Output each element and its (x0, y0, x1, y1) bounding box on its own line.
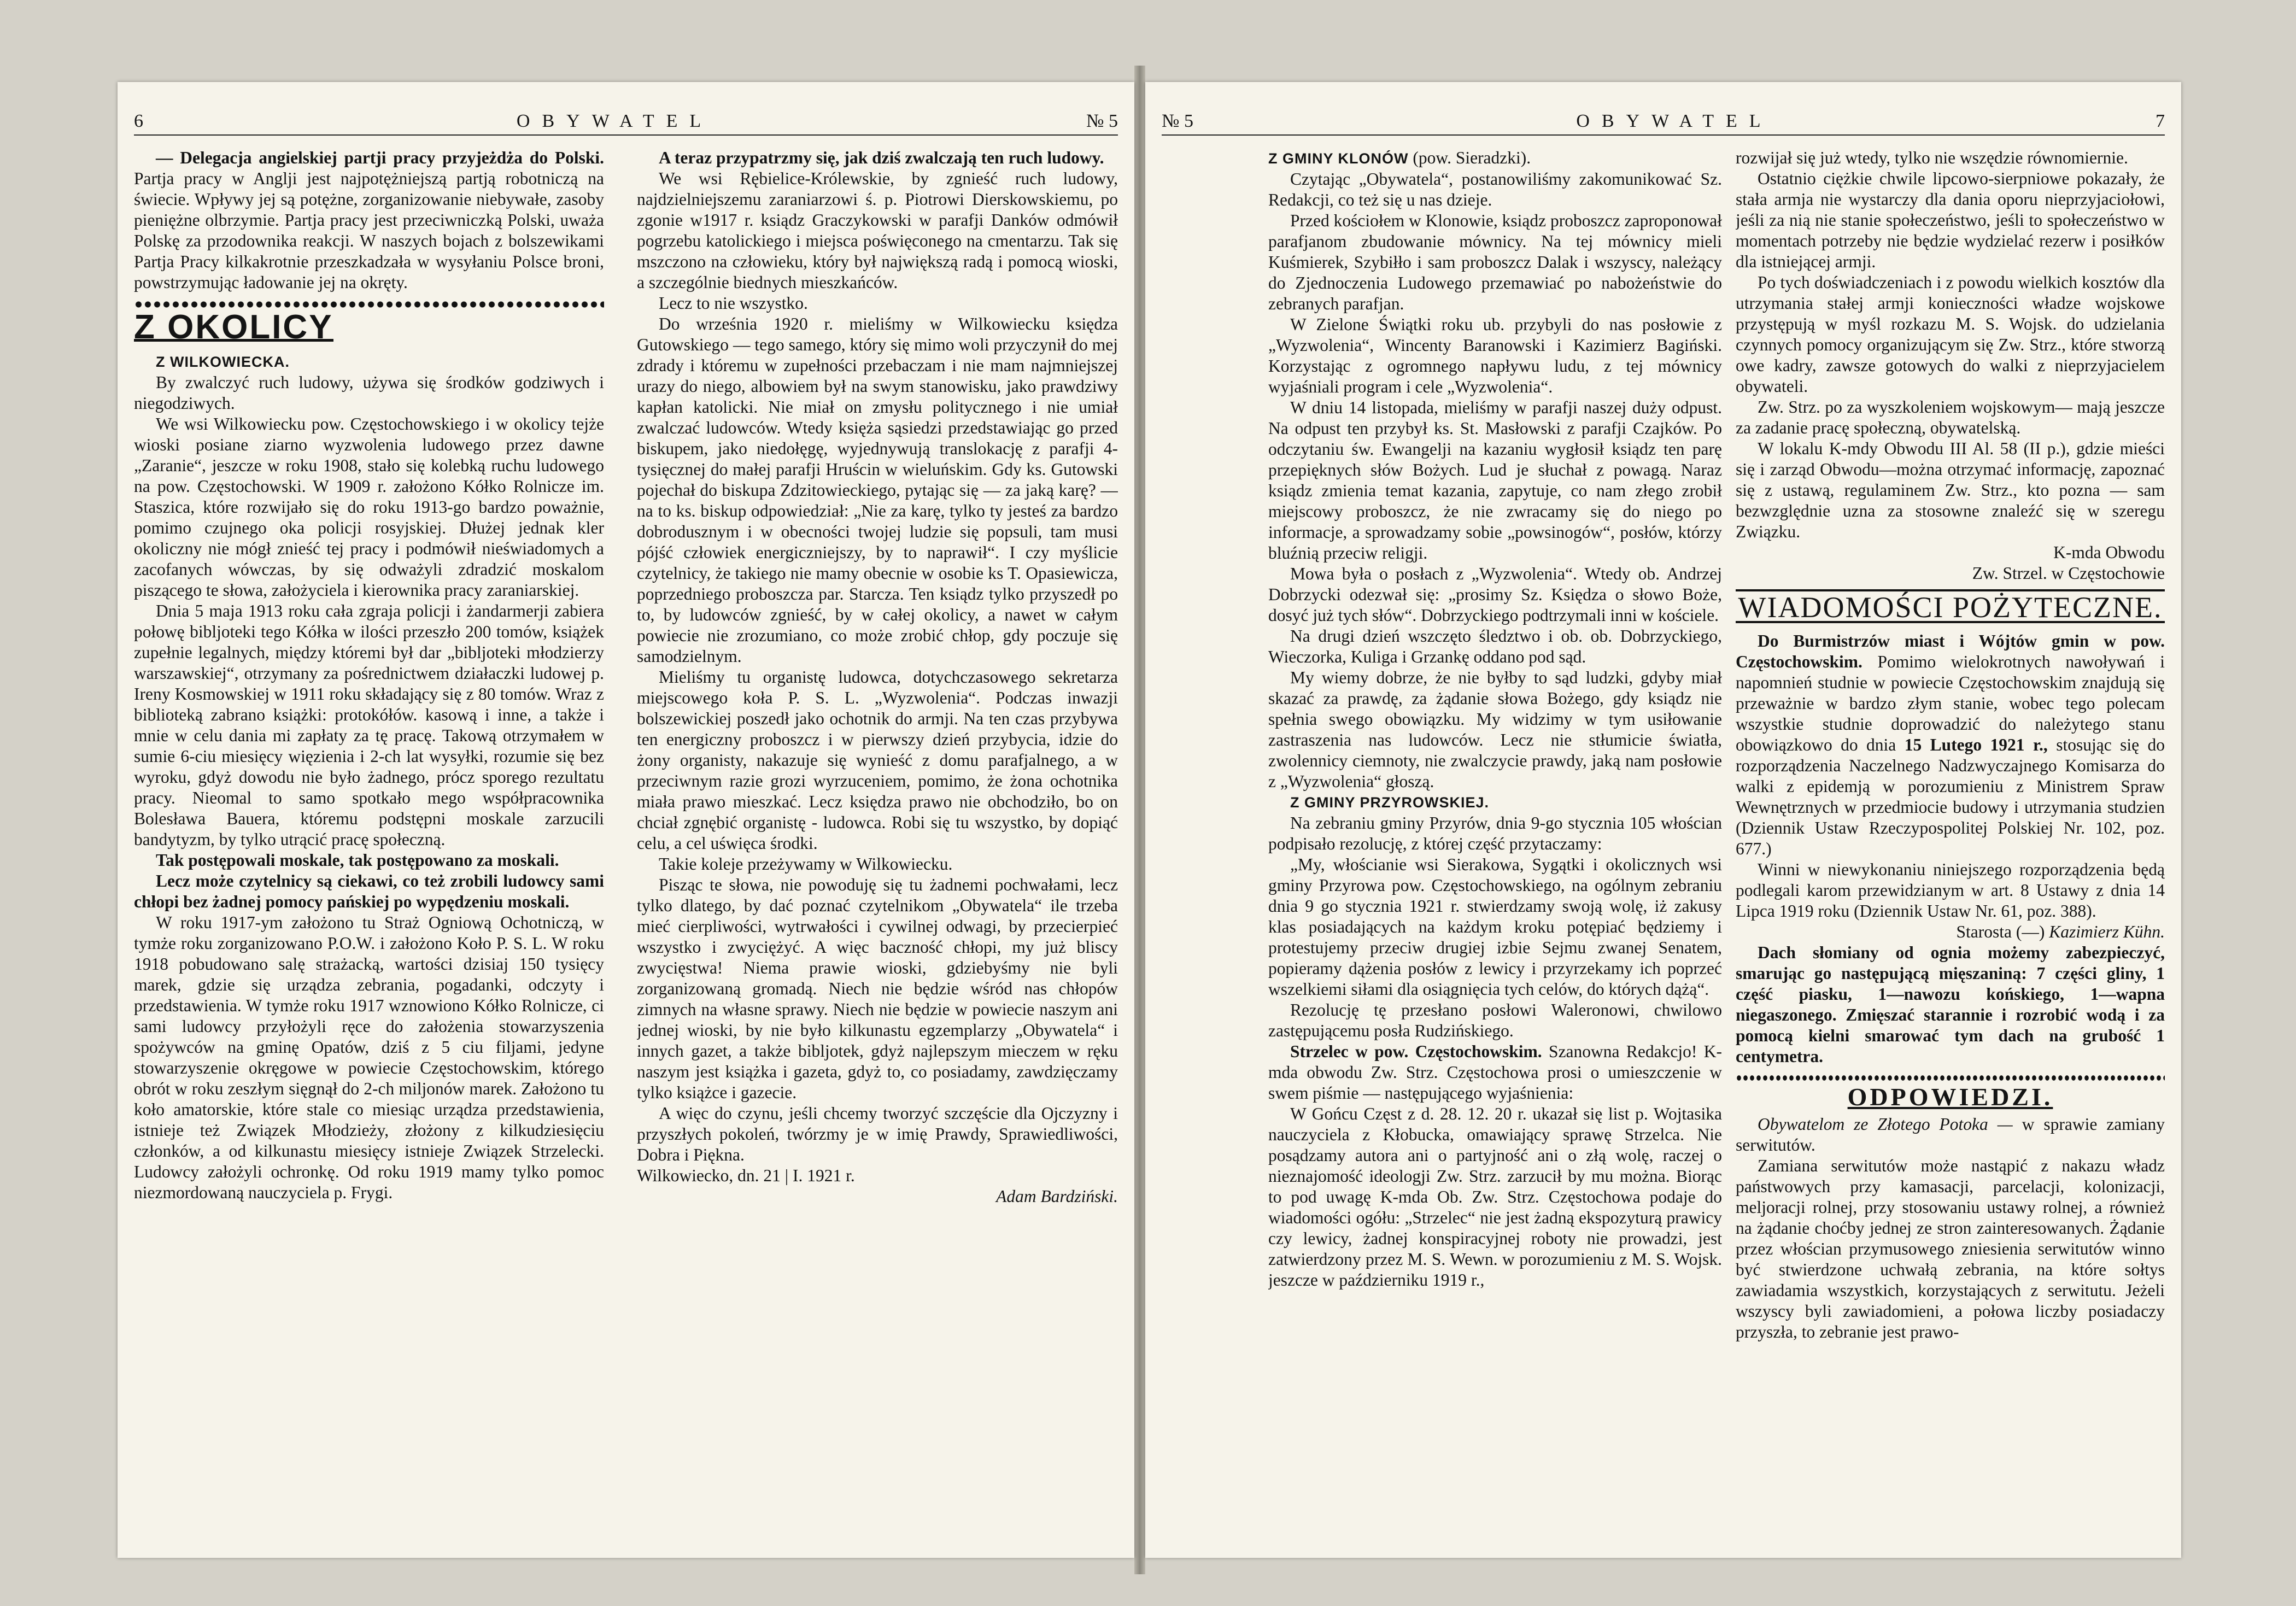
paragraph: Tak postępowali moskale, tak postępowano za moskali. (156, 851, 559, 870)
right-page (1145, 82, 2181, 1558)
paragraph: „My, włościanie wsi Sierakowa, Sygątki i okolicznych wsi gminy Przyrowa pow. Częstochowskiego, na ogólnym zebraniu dnia 9 go stycznia 1921 r. stwierdzamy swoją wolę, iż zakusy klas posiadających na każdym kroku potępiać będziemy i protestujemy przeciw drugiej izbie Sejmu zwanej Senatem, popieramy dążenia posłów z lewicy i przyrzekamy ich poprzeć wszelkiemi siłami dla osiągnięcia tych celów, do których dążą“. (1268, 855, 1722, 999)
subheading-gmina-klonow: Z GMINY KLONÓW (pow. Sieradzki). (1268, 148, 1531, 167)
paragraph: Mowa była o posłach z „Wyzwolenia“. Wtedy ob. Andrzej Dobrzycki odezwał się: „prosimy Sz. Księdza o słowo Boże, dosyć już tych słów“. Dobrzyckiego podtrzymali inni w kościele. (1268, 564, 1722, 625)
right-issue-number: № 5 (1162, 111, 1193, 131)
right-masthead-title: OBYWATEL (1576, 111, 1773, 131)
paragraph: By zwalczyć ruch ludowy, używa się środków godziwych i niegodziwych. (134, 373, 604, 413)
decorative-divider (1736, 1075, 2165, 1081)
paragraph: My wiemy dobrze, że nie byłby to sąd ludzki, gdyby miał skazać za prawdę, za żądanie słowa Bożego, gdy ksiądz nie spełnia swego obowiązku. My widzimy w tym usiłowanie zastraszenia nas ludowców. Lecz nie stłumicie światła, zwolennicy ciemnoty, nie zwalczycie prawdy, jaką nam posłowie z „Wyzwolenia“ głoszą. (1268, 668, 1722, 791)
paragraph: rozwijał się już wtedy, tylko nie wszędzie równomiernie. (1736, 148, 2128, 167)
dateline: Wilkowiecko, dn. 21 | I. 1921 r. (637, 1166, 855, 1185)
subheading-wilkowiecko: Z WILKOWIECKA. (156, 354, 290, 370)
left-masthead-title: OBYWATEL (516, 111, 713, 131)
paragraph: Winni w niewykonaniu niniejszego rozporządzenia będą podlegali karom przewidzianym w art. 8 Ustawy z dnia 14 Lipca 1919 roku (Dziennik Ustaw Nr. 61, poz. 388). (1736, 860, 2165, 921)
book-gutter (1134, 66, 1145, 1574)
left-issue-number: № 5 (1086, 111, 1118, 131)
paragraph: W Zielone Świątki roku ub. przybyli do nas posłowie z „Wyzwolenia“, Wincenty Baranowski i Kazimierz Bagiński. Korzystając z ogromnego napływu ludu, z tej mównicy wyjaśniali program i cele „Wyzwolenia“. (1268, 315, 1722, 396)
article-strzelec: Strzelec w pow. Częstochowskim. Szanowna Redakcjo! K-mda obwodu Zw. Strz. Częstochowa prosi o umieszczenie w swem piśmie — następującego wyjaśnienia: (1268, 1042, 1722, 1103)
dotted-divider (134, 301, 604, 308)
right-page-number: 7 (2156, 111, 2165, 131)
left-page-number: 6 (134, 111, 143, 131)
paragraph: Do września 1920 r. mieliśmy w Wilkowiecku księdza Gutowskiego — tego samego, który się mimo woli przyczynił do mej zdrady i któremu w zupełności przebaczam i nie mam najmniejszej urazy do niego, albowiem był na swym stanowisku, jako prawdziwy kapłan katolicki. Nie miał on zmysłu politycznego i nie umiał zwalczać ludowców. Wtedy księża sąsiedzi przedstawiając go przed biskupem, jako niedołęgę, wyjednywują translokację z parafji 4-tysięcznej do małej parafji Hruścin w wieluńskim. Gdy ks. Gutowski pojechał do biskupa Zdzitowieckiego, pytając się — za jaką karę? — na to ks. biskup odpowiedział: „Nie za karę, tylko ty jesteś za bardzo dobrodusznym i w obecności twojej ludzie się popsuli, tam musi pójść człowiek energiczniejszy, by to naprawił“. I czy myślicie czytelnicy, że takiego nie mamy obecnie w osobie ks T. Opasiewicza, poprzedniego proboszcza par. Starcza. Ten ksiądz tylko przyszedł po to, by ludowców zgnieść, by w całej okolicy, a nawet w całym powiecie nie zrozumiano, co może zrobić chłop, gdy poczuje się samodzielnym. (637, 314, 1118, 666)
paragraph: Takie koleje przeżywamy w Wilkowiecku. (659, 854, 953, 874)
paragraph: A więc do czynu, jeśli chcemy tworzyć szczęście dla Ojczyzny i przyszłych pokoleń, twórzmy je w imię Prawdy, Sprawiedliwości, Dobra i Piękna. (637, 1104, 1118, 1164)
article-delegation: — Delegacja angielskiej partji pracy przyjeżdża do Polski. Partja pracy w Anglji jest najpotężniejszą partją robotniczą na świecie. Wpływy jej są potężne, zorganizowanie niebywałe, zasoby pieniężne olbrzymie. Partja pracy jest przeciwniczką Polski, uważa Polskę za przodownika reakcji. W naszych bojach z bolszewikami Partja Pracy kilkakrotnie przeszkadzała w wysyłaniu Polsce broni, powstrzymując ładowanie jej na okręty. (134, 148, 604, 292)
paragraph: W roku 1917-ym założono tu Straż Ogniową Ochotniczą, w tymże roku zorganizowano P.O.W. i założono Koło P. S. L. W roku 1918 pobudowano salę strażacką, wartości dzisiaj 150 tysięcy marek, gdzie się urządza zebrania, pogadanki, odczyty i przedstawienia. W tymże roku 1917 wznowiono Kółko Rolnicze, ci sami ludowcy przyłożyli ręce do założenia stowarzyszenia spożywców na gminę Opatów, dziś z 5 ciu filjami, jedyne stowarzyszenie okręgowe w powiecie Częstochowskim, którego obrót w roku zeszłym sięgnął do 2-ch miljonów marek. Założono tu koło amatorskie, które stale co miesiąc urządza przedstawienia, istnieje też Związek Młodzieży, złożony z kilkudziesięciu członków, a od kilkunastu miesięcy istnieje Związek Strzelecki. Ludowcy założyli ochronkę. Od roku 1919 mamy tylko pomoc niezmordowaną nauczyciela p. Frygi. (134, 913, 604, 1202)
paragraph: Dnia 5 maja 1913 roku cała zgraja policji i żandarmerji zabiera połowę bibljoteki tego Kółka w ilości przeszło 200 tomów, książek zupełnie legalnych, między któremi był dar „bibljoteki młodzierzy warszawskiej“, otrzymany za pośrednictwem działaczki ludowej p. Ireny Kosmowskiej w 1911 roku składający się z 80 tomów. Wraz z biblioteką zabrano książki: protokółów. kasową i inne, a także i mnie w celu dania mi zapłaty za tę pracę. Takową otrzymałem w sumie 6-ciu miesięcy więzienia i 2-ch lat wysyłki, rozumie się bez wyroku, gdyż dowodu nie było żadnego, prócz sporego rezultatu pracy. Nieomal to samo spotkało mego współpracownika Bolesława Bauera, któremu podstępni moskale zarzucili bandytyzm, by tylko utrącić pracę społeczną. (134, 601, 604, 849)
right-column-2 (1736, 148, 2165, 1541)
paragraph: Mieliśmy tu organistę ludowca, dotychczasowego sekretarza miejscowego koła P. S. L. „Wyzwolenia“. Podczas inwazji bolszewickiej poszedł jako ochotnik do armji. Na ten czas przybywa ten energiczny proboszcz i w pierwszy dzień przybycia, idzie do żony organisty, nakazuje się wynieść z domu parafjalnego, a w przeciwnym razie grozi wyrzuceniem, pomimo, że żona ochotnika miała prawo mieszkać. Lecz księdza prawo nie obchodziło, bo on chciał zgnębić organistę - ludowca. Robi się tu wszystko, by dopiąć celu, a cel uświęca środki. (637, 667, 1118, 853)
left-running-header (134, 108, 1118, 136)
paragraph: Zw. Strz. po za wyszkoleniem wojskowym— mają jeszcze za zadanie pracę społeczną, obywatelską. (1736, 397, 2165, 437)
article-studnie: Do Burmistrzów miast i Wójtów gmin w pow. Częstochowskim. Pomimo wielokrotnych nawoływań i napomnień studnie w powiecie Częstochowskim znajdują się przeważnie w bardzo złym stanie, wobec tego polecam wszystkie studnie doprowadzić do należytego stanu obowiązkowo do dnia 15 Lutego 1921 r., stosując się do rozporządzenia Naczelnego Nadzwyczajnego Komisarza do walki z epidemją w porozumieniu z Ministrem Spraw Wewnętrznych w przedmiocie budowy i utrzymania studzien (Dziennik Ustaw Rzeczypospolitej Polskiej Nr. 102, poz. 677.) (1736, 631, 2165, 858)
left-column-2 (637, 148, 1118, 1541)
paragraph-dach: Dach słomiany od ognia możemy zabezpieczyć, smarując go następującą mięszaniną: 7 części gliny, 1 część piasku, 1—nawozu końskiego, 1—wapna niegaszonego. Zmięszać starannie i rozrobić wodą i za pomocą kielni smarować tym dach na grubość 1 centymetra. (1736, 943, 2165, 1066)
paragraph: Na zebraniu gminy Przyrów, dnia 9-go stycznia 105 włościan podpisało rezolucję, z której część przytaczamy: (1268, 813, 1722, 853)
paragraph: W dniu 14 listopada, mieliśmy w parafji naszej duży odpust. Na odpust ten przybył ks. St. Masłowski z parafji Czajków. Po odczytaniu św. Ewangelji na kazaniu wygłosił ksiądz ten parę przepięknych słów Bożych. Lud je słuchał z powagą. Naraz ksiądz zmienia temat kazania, zapytuje, co nam złego zrobił miejscowy proboszcz, że nie zwracamy się do niego po informacje, a sprowadzamy sobie „powsinogów“, posłów, którzy bluźnią przeciw religji. (1268, 398, 1722, 562)
left-column-1 (134, 148, 604, 1541)
right-column-1 (1268, 148, 1722, 1541)
paragraph: We wsi Wilkowiecku pow. Częstochowskiego i w okolicy tejże wioski posiane ziarno wyzwolenia ludowego przez dawne „Zaranie“, jeszcze w roku 1908, stało się kolebką ruchu ludowego na pow. Częstochowski. W 1909 r. założono Kółko Rolnicze im. Staszica, które rozwijało się do roku 1913-go bardzo poważnie, pomimo czujnego oka policji rosyjskiej. Dłużej jednak kler okoliczny nie mógł znieść tej pracy i podmówił nieświadomych a zacofanych wówczas, by się odważyli zdradzić moskalom piszącego te słowa, założyciela i kierownika pracy zaraniarskiej. (134, 414, 604, 600)
paragraph: Ostatnio ciężkie chwile lipcowo-sierpniowe pokazały, że stała armja nie wystarczy dla dania oporu nieprzyjaciołowi, jeśli za nią nie stanie społeczeństwo, jeśli to społeczeństwo w momentach potrzeby nie będzie wydzielać rezerw i posiłków dla istniejącej armji. (1736, 169, 2165, 271)
paragraph: Na drugi dzień wszczęto śledztwo i ob. ob. Dobrzyckiego, Wieczorka, Kuliga i Grzankę oddano pod sąd. (1268, 626, 1722, 666)
signature-kmda: K-mda Obwodu (2053, 543, 2165, 562)
subheading-gmina-przyrowska: Z GMINY PRZYROWSKIEJ. (1290, 794, 1490, 811)
paragraph: Czytając „Obywatela“, postanowiliśmy zakomunikować Sz. Redakcji, co też się u nas dzieje. (1268, 169, 1722, 209)
left-page (118, 82, 1134, 1558)
author-signature: Adam Bardziński. (996, 1187, 1118, 1206)
paragraph: Po tych doświadczeniach i z powodu wielkich kosztów dla utrzymania stałej armji konieczności władze wojskowe przystępują w myśl rozkazu M. S. Wojsk. do udzielania czynnych pomocy organizującym się Zw. Strz., które stworzą owe kadry, zawsze gotowych do walki z nieprzyjacielem obywateli. (1736, 273, 2165, 396)
section-title-z-okolicy: Z OKOLICY (134, 308, 333, 346)
signature-starosta: Starosta (—) Kazimierz Kühn. (1956, 922, 2165, 941)
paragraph: Lecz to nie wszystko. (659, 294, 808, 313)
signature-zw-strzel: Zw. Strzel. w Częstochowie (1972, 564, 2165, 583)
section-title-wiadomosci: WIADOMOŚCI POŻYTECZNE. (1736, 589, 2165, 623)
paragraph: W lokalu K-mdy Obwodu III Al. 58 (II p.), gdzie mieści się i zarząd Obwodu—można otrzymać informację, zapoznać się z ustawą, regulaminem Zw. Strz., kto pozna — sam bezwzględnie uzna za stosowne znaleźć się w szeregu Związku. (1736, 439, 2165, 541)
paragraph: Rezolucję tę przesłano posłowi Waleronowi, chwilowo zastępującemu posła Rudzińskiego. (1268, 1000, 1722, 1040)
section-title-odpowiedzi: ODPOWIEDZI. (1847, 1083, 2053, 1111)
paragraph: Pisząc te słowa, nie powoduję się tu żadnemi pochwałami, lecz tylko dlatego, by dać poznać czytelnikom „Obywatela“ ile trzeba mieć cierpliwości, wytrwałości i cywilnej odwagi, by przecierpieć wszystko i zwyciężyć. A więc baczność chłopi, my już bliscy zwycięstwa! Niema prawie wioski, gdziebyśmy nie byli zorganizowaną gromadą. Niech nie będzie wśród nas chłopów zimnych na własne sprawy. Niech nie będzie w powiecie naszym ani jednej wioski, by nie było kilkunastu egzemplarzy „Obywatela“ i innych gazet, a także bibljotek, gdyż najlepszym mieczem w ręku naszym jest książka i gazeta, gdyż to, co posiadamy, zawdzięczamy tylko książce i gazecie. (637, 875, 1118, 1102)
right-running-header (1162, 108, 2165, 136)
paragraph: We wsi Rębielice-Królewskie, by zgnieść ruch ludowy, najdzielniejszemu zaraniarzowi ś. p. Piotrowi Dierskowskiemu, po zgonie w1917 r. ksiądz Graczykowski w parafji Danków odmówił pogrzebu katolickiego i miejsca poświęconego na cmentarzu. Tak się mszczono na człowieku, który był największą radą i pomocą wioski, a szczególnie biednych mieszkańców. (637, 169, 1118, 292)
paragraph: Zamiana serwitutów może nastąpić z nakazu władz państwowych przy kamasacji, parcelacji, kolonizacji, meljoracji rolnej, przy stosowaniu ustawy rolnej, a również na żądanie choćby jednej ze stron zainteresowanych. Żądanie przez włościan przymusowego zniesienia serwitutów winno być stwierdzone uchwałą zebrania, na które sołtys zawiadamia wszystkich, korzystających z serwitutu. Jeżeli wszyscy byli zawiadomieni, a połowa liczby posiadaczy przyszła, to zebranie jest prawo- (1736, 1156, 2165, 1341)
paragraph-odpowiedz-intro: Obywatelom ze Złotego Potoka — w sprawie zamiany serwitutów. (1736, 1115, 2165, 1154)
paragraph: Lecz może czytelnicy są ciekawi, co też zrobili ludowcy sami chłopi bez żadnej pomocy pańskiej po wypędzeniu moskali. (134, 871, 604, 911)
paragraph: A teraz przypatrzmy się, jak dziś zwalczają ten ruch ludowy. (659, 148, 1104, 167)
paragraph: Przed kościołem w Klonowie, ksiądz proboszcz zaproponował parafjanom zbudowanie mównicy. Na tej mównicy mieli Kuśmierek, Szybiłło i sam proboszcz Dalak i wszyscy, należący do Zjednoczenia Ludowego przemawiać po nabożeństwie do zebranych parafjan. (1268, 211, 1722, 313)
paragraph: W Gońcu Częst z d. 28. 12. 20 r. ukazał się list p. Wojtasika nauczyciela z Kłobucka, omawiający sprawę Strzelca. Nie posądzamy autora ani o partyjność ani o złą wolę, raczej o nieznajomość ideologji Zw. Strz. zarzucił by mu można. Biorąc to pod uwagę K-mda Ob. Zw. Strz. Częstochowa podaje do wiadomości ogółu: „Strzelec“ nie jest żadną ekspozyturą prawicy czy lewicy, żadnej konspiracyjnej roboty nie prowadzi, jest zatwierdzony przez M. S. Wewn. w porozumieniu z M. S. Wojsk. jeszcze w październiku 1919 r., (1268, 1104, 1722, 1290)
